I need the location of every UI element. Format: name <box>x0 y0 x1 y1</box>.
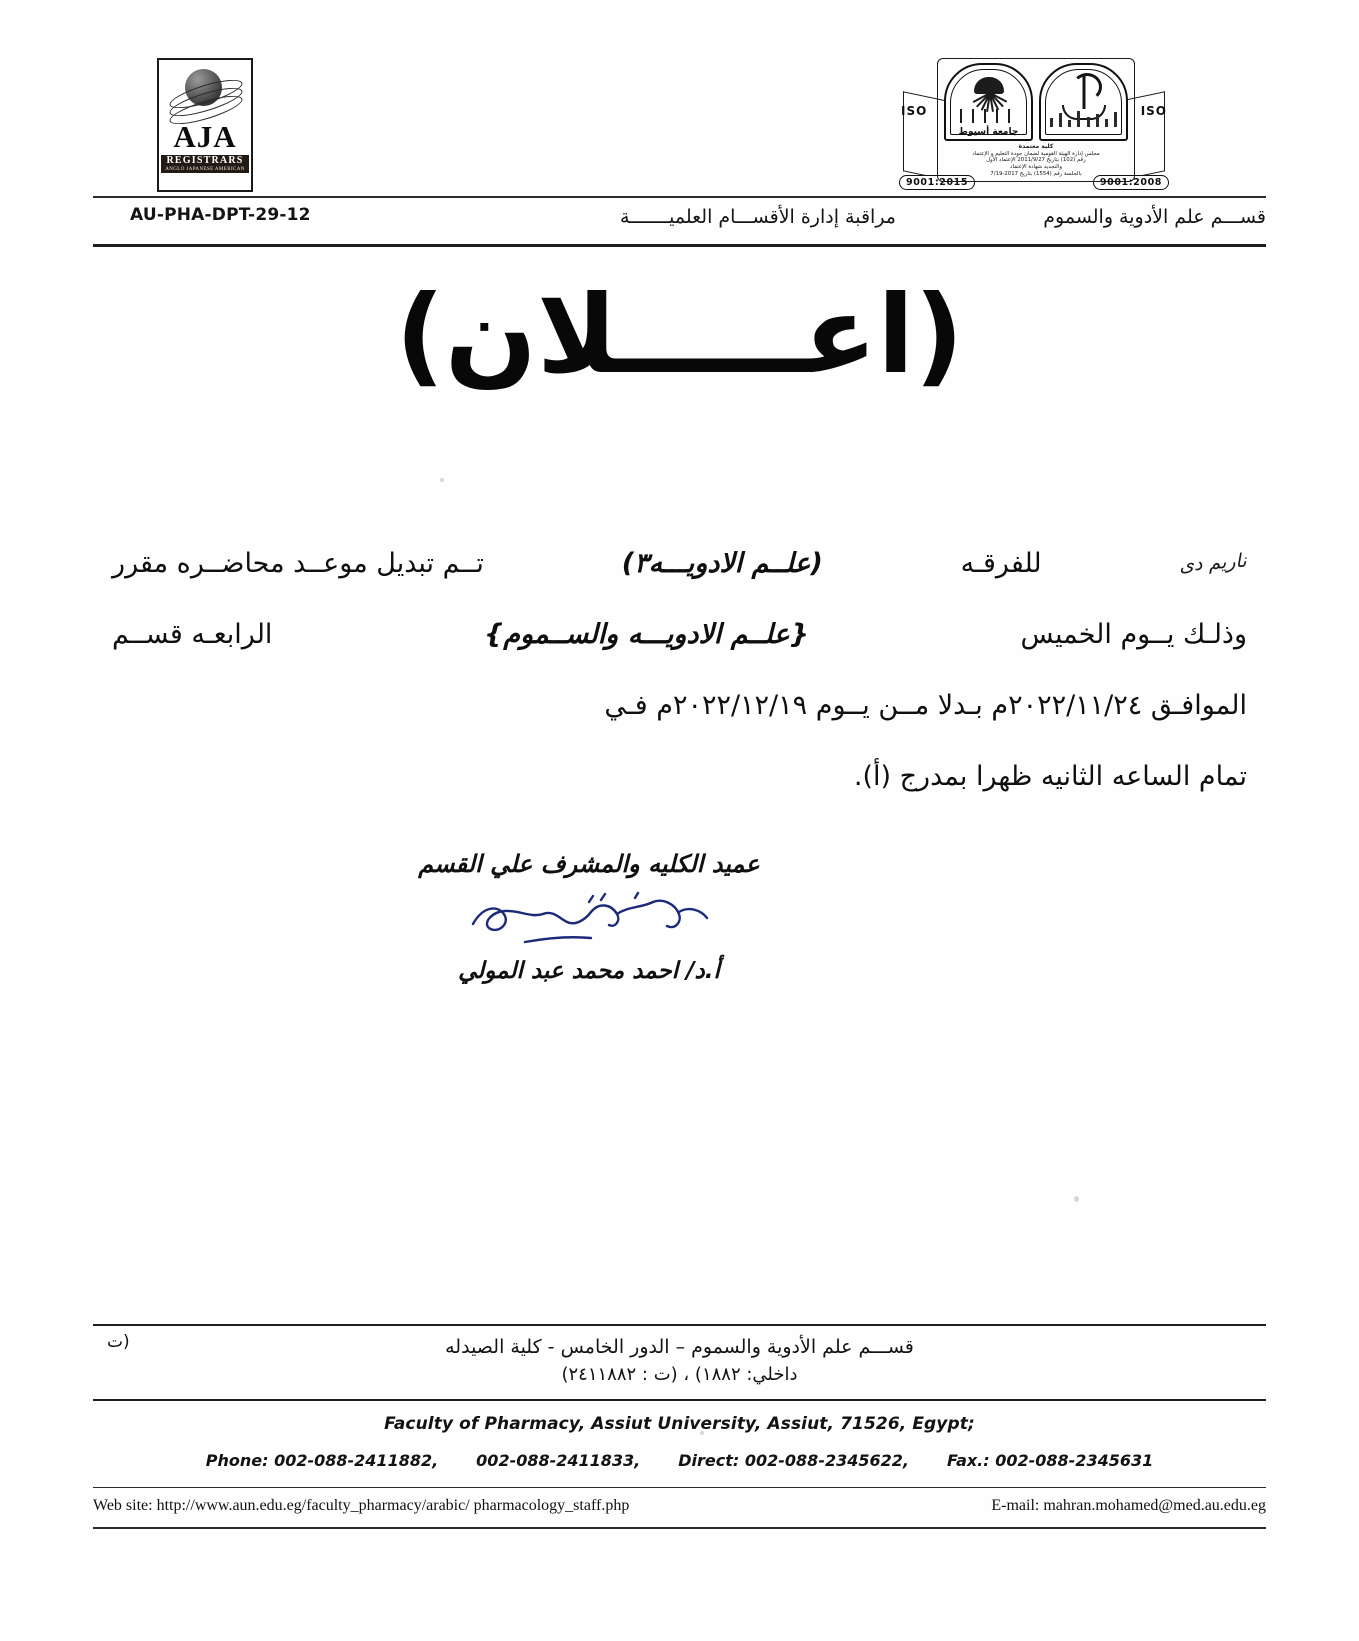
body-line-1-mid: للفرقـه <box>960 548 1042 579</box>
scan-artifact <box>1074 1196 1079 1202</box>
footer-phone-row <box>93 1451 1266 1487</box>
body-line-4-time-venue: تمام الساعه الثانيه ظهرا بمدرج (أ). <box>853 761 1247 792</box>
signatory-title: عميد الكليه والمشرف علي القسم <box>418 850 760 878</box>
university-name-label: جامعة أسيوط <box>958 127 1019 137</box>
aja-logo-text: AJA <box>173 119 237 154</box>
department-label: قســـم علم الأدوية والسموم <box>1043 206 1266 228</box>
course-name: (علــم الادويـــه٣) <box>621 548 823 579</box>
footer-email[interactable]: E-mail: mahran.mohamed@med.au.edu.eg <box>991 1497 1266 1515</box>
scientific-departments-supervision-label: مراقبة إدارة الأقســـام العلميـــــــة <box>619 206 896 228</box>
iso-number-left: 9001:2015 <box>899 175 975 190</box>
assiut-university-crest-icon <box>944 63 1033 141</box>
header-rule-top <box>93 196 1266 198</box>
footer-web-row <box>93 1488 1266 1525</box>
document-header <box>0 0 1359 250</box>
document-code: AU-PHA-DPT-29-12 <box>130 205 311 225</box>
iso-label-left: ISO <box>901 104 928 118</box>
globe-icon <box>168 67 242 119</box>
iso-number-right: 9001:2008 <box>1093 175 1169 190</box>
accreditation-line-4: بالجلسة رقم (1554) بتاريخ 2017-7/19 <box>990 170 1082 177</box>
accreditation-caption <box>968 143 1103 178</box>
handwritten-signature <box>379 884 799 954</box>
footer-direct-phone: Direct: 002-088-2345622, <box>678 1450 909 1470</box>
announcement-body <box>112 528 1247 812</box>
footer-phone-2: 002-088-2411833, <box>476 1450 641 1470</box>
header-rule-bottom <box>93 244 1266 247</box>
handwritten-annotation: ناريم دى <box>1178 549 1248 577</box>
emblem-row <box>944 63 1128 141</box>
body-line-2-rest: وذلـك يــوم الخميس <box>1020 619 1247 650</box>
body-line-3-dates: الموافـق ٢٠٢٢/١١/٢٤م بـدلا مــن يــوم ٢٠٢٢/١٢/١٩م فـي <box>604 690 1247 721</box>
footer-corner-mark: (ت <box>107 1331 130 1352</box>
accreditation-line-1: مجلس إدارة الهيئة القومية لضمان جودة التعليم و الإعتماد <box>972 150 1100 157</box>
iso-label-right: ISO <box>1140 104 1167 118</box>
footer-address-arabic: قســـم علم الأدوية والسموم – الدور الخامس - كلية الصيدله <box>445 1335 914 1358</box>
aja-registrars-label: REGISTRARS <box>166 155 244 166</box>
department-name-inline: {علــم الادويـــه والســموم} <box>484 619 809 650</box>
footer-phone-1: Phone: 002-088-2411882, <box>205 1450 439 1470</box>
skyline-decoration <box>1047 110 1120 127</box>
document-footer <box>93 1324 1266 1529</box>
pharmacy-bowl-of-hygieia-icon <box>1039 63 1128 141</box>
footer-fax: Fax.: 002-088-2345631 <box>946 1450 1154 1470</box>
footer-arabic-contact <box>93 1326 1266 1399</box>
footer-address-english: Faculty of Pharmacy, Assiut University, Assiut, 71526, Egypt; <box>384 1413 975 1434</box>
aja-registrars-logo <box>157 58 253 192</box>
accreditation-title: كلية معتمدة <box>1018 143 1054 150</box>
footer-website[interactable]: Web site: http://www.aun.edu.eg/faculty_pharmacy/arabic/ pharmacology_staff.php <box>93 1497 630 1515</box>
accreditation-emblem-group <box>899 52 1169 192</box>
body-line-3 <box>112 670 1247 741</box>
body-line-2 <box>112 599 1247 670</box>
footer-phones-arabic: داخلي: ١٨٨٢) ، (ت : ٢٤١١٨٨٢) <box>561 1364 798 1386</box>
accreditation-line-2: رقم (102) بتاريخ 2011/9/27 الإعتماد الأول <box>986 157 1086 164</box>
body-line-1 <box>112 528 1247 599</box>
announcement-title: (اعـــــلان) <box>395 273 964 398</box>
footer-rule-4 <box>93 1527 1266 1529</box>
emblem-frame <box>937 58 1135 182</box>
scan-artifact <box>440 478 444 482</box>
body-line-2-right: الرابعـه قســم <box>112 619 273 650</box>
footer-english-contact <box>93 1401 1266 1487</box>
body-line-1-right: تــم تبديل موعــد محاضــره مقرر <box>112 548 484 579</box>
header-text-line <box>93 200 1266 244</box>
body-line-4 <box>112 741 1247 812</box>
aja-registrars-bar <box>161 155 249 173</box>
accreditation-line-3: والتجديد شهادة الإعتماد <box>1010 164 1062 170</box>
signature-block <box>379 846 799 984</box>
aja-tagline: ANGLO JAPANESE AMERICAN <box>165 166 245 172</box>
signatory-name: أ.د/ احمد محمد عبد المولي <box>458 958 720 984</box>
